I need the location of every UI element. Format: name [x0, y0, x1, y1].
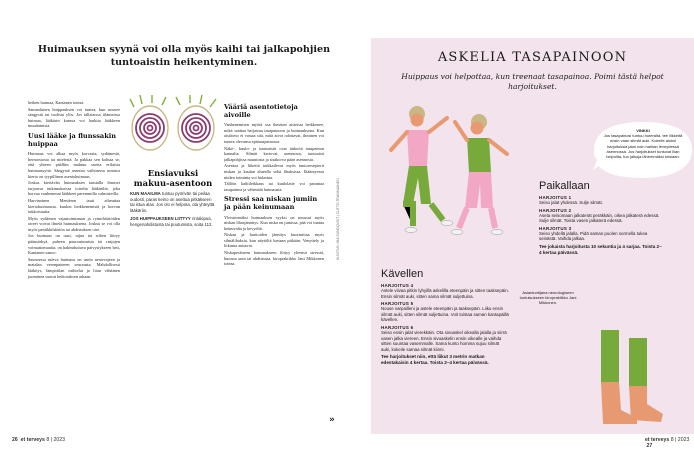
tip-text: Jos tasapainosi tuntuu huteralta, tee liikkeitä ensin vaan silmät auki. Kokeile aluksi harjoituksia jalat noin hartian leveydessä asennossa. Jos harjoitukset tuntuvat liian helpoilta, tuo jalkoja lähemmäksi toisiaan. — [603, 133, 683, 160]
paragraph: Jos huimaus on uusi, rajua tai siihen liittyy päänsärkyä, puheen puuroutumista tai raajojen voimattomuutta, on hakeuduttava päivystykseen heti, Kantanen sanoo. — [28, 233, 120, 256]
exercise-text: Seiso yhdellä jalalla. Pidä saman puolen sormella tukea seinästä. Vaihda jalkaa. — [539, 230, 648, 242]
exercise-label: HARJOITUS 3 — [539, 225, 572, 231]
exercise-label: HARJOITUS 4 — [381, 283, 414, 288]
paragraph: Huimaus voi alkaa myös korvasta, sydämestä, hermostosta tai mielestä. Ja pakkaa sen kohtaa se, että yhteen päälliin mahtuu useita erilaisia huimaussyitä. Sängystä asentoa vaihtaessa tuntuva kierto on tyypillinen asentohuimaus. — [28, 151, 120, 179]
box-text: tuntuu pyörivän tai peilaa oudosti, paras keino on asettua pitkäkseen tai istua alas. Jos olo ei helpota, ota yhteyttä lääkäriin. — [130, 191, 215, 213]
continue-arrow-icon: » — [329, 415, 335, 425]
exercise-tip: Tee harjoitukset niin, että liikut 3 metrin matkan edestakaisin 4 kertaa. Toista 2–4 kertaa päivässä. — [381, 354, 489, 366]
section-heading: Paikallaan — [539, 180, 590, 192]
subheading: Uusi lääke ja flunssakin huippaa — [28, 131, 117, 148]
paragraph: Harvinainen Menièren tauti aiheuttaa kiertohuimausta, kuulon heikkenemistä ja korvan tukkoisuutta. — [28, 197, 120, 215]
page-number: 27 — [646, 443, 653, 449]
issue-number: 8 | 2023 — [670, 437, 690, 443]
article-column-2 — [224, 100, 324, 268]
lead-heading: Huimauksen syynä voi olla myös kaihi tai jalkapohjien tuntoaistin heikentyminen. — [37, 44, 331, 68]
section-kavellen — [381, 268, 509, 366]
exercise-label: HARJOITUS 1 — [539, 195, 572, 200]
expert-note: Asiantuntijana neurologiseen tuntuisukseen kiropraktikko Jani Mikkonen. — [519, 290, 577, 306]
exercise-tip: Tee jokaista harjoitusta 10 sekuntia ja 4 sarjaa. Toista 2–4 kertaa päivässä. — [539, 243, 662, 255]
exercise-label: HARJOITUS 6 — [381, 324, 414, 330]
paragraph: Vanhenemisen myötä osa ihmisen aisteista heikkenee, mikä saattaa heijastua tasapainoon ja huimauksena. Kun aistitieto ei vastaa sitä, mitä aivot odottavat, ihminen voi tuntea olevansa epätasapainossa. — [224, 122, 324, 144]
page-folio-right — [645, 437, 694, 449]
box-title: Ensiavuksi makuu-asentoon — [133, 168, 213, 188]
paragraph: Myös sydämen vajaatoiminnan ja rytmihäiriöiden oireet voivat ilmetä huimauksena. Joskus se voi olla myös paniikkihäiriön tai ahdistuksen oire. — [28, 215, 120, 232]
right-page — [347, 0, 694, 450]
page-subtitle: Huippaus voi helpottaa, kun treenaat tasapainoa. Poimi tästä helpot harjoitukset. — [401, 72, 664, 91]
spiral-eyes-illustration — [128, 95, 218, 161]
paragraph: hetken huimaa, Kantanen toteaa. — [28, 100, 85, 105]
illustration-credit: KUVITUS: MIA SUNDQVIST | CUTTO TRANKAANEN — [336, 178, 340, 260]
paragraph: Saunoessa tuleva huimaus on usein nestevajeen ja matalan verenpaineen seurausta. Mahdollisesti lääkitys, lämpötilan vaihtelut ja liian vähäinen juominen saavat heikotuksen aikaan. — [28, 256, 120, 279]
subheading: Stressi saa niskan jumiin ja pään keinumaan — [224, 195, 318, 211]
box-paragraph — [130, 191, 216, 213]
section-heading: Kävellen — [381, 268, 424, 280]
feet-illustration — [585, 330, 665, 425]
first-aid-box — [130, 168, 216, 228]
magazine-brand: et terveys — [645, 437, 670, 443]
box-paragraph — [130, 216, 216, 227]
paragraph: Niskan ja hartioiden jännitys kuormittaa myös silmälihaksia, kun näytöltä luetaan pitkään. Venyttely ja liikunta auttavat. — [224, 232, 324, 249]
page-folio-left — [12, 437, 65, 443]
exercise-text: Seiso ensin jalat vierekkäin. Ota sivuaskel oikealla jalalla ja siirrä vasen jalka viereen. Ensin sivuaskelin ensin oikealle ja vaihda sitten suuntaa vasemmalle. Sama kunto homma sujuu silmät auki, kokeile samaa silmät kiinni. — [381, 329, 507, 352]
subheading: Vääriä asentotietoja aivoille — [224, 103, 298, 119]
page-number: 26 — [12, 437, 18, 443]
exercising-women-illustration — [373, 92, 513, 242]
tip-note — [601, 128, 685, 159]
exercise-text: Aseta seisomaan jalkaterät peräkkäin, oikea jalkaterä edessä. Sulje silmät. Toista vasen jalkaterä edessä. — [539, 212, 660, 224]
section-paikallaan — [539, 180, 663, 256]
box-text: rintakipua, hengenahdistusta tai puutumista, soita 112. — [130, 216, 213, 227]
magazine-brand: et terveys — [20, 437, 45, 443]
exercise-text: Astele viivaa pitkin lyhyillä askelilla eteenpäin ja sitten taaksepäin. Ensin silmät auki, sitten sama silmät suljettuina. — [381, 288, 509, 299]
exercise-text: Seiso jalat yhdessä. Sulje silmät. — [539, 200, 603, 205]
paragraph: Niskaperäiseen huimaukseen liittyy yleensä stressiä, huonoa unta tai ahdistusta, kiropraktikko Jani Mikkonen toteaa. — [224, 250, 324, 267]
paragraph: Tällöin kaihileikkaus tai kuulolaite voi parantaa tasapainoa ja vähentää huimausta. — [224, 181, 324, 192]
box-lead: KUN MAAILMA — [130, 191, 161, 196]
paragraph: Samanlaisen huippauksen voi tuntea, kun nousee sängystä tai tuolista ylös. Jos tällaisissa tilanteissa huimaa, lääkärin kanssa voi harkita lääkkeen muuttamista. — [28, 106, 120, 129]
paragraph: Yleisimmäksi huimauksen syyksi on noussut myös niskan lihasjännitys. Kun niska on jumissa, pää voi tuntua keinuvalta ja kevyeltä. — [224, 214, 324, 231]
issue-number: 8 | 2023 — [46, 437, 66, 443]
article-column-1 — [28, 100, 120, 280]
page-title: ASKELIA TASAPAINOON — [437, 50, 628, 65]
box-lead: JOS HUIPPAUKSEEN LIITTYY — [130, 216, 191, 222]
paragraph: Joskus kiertävän huimauksen taustalla ihmiset tarjoavat tutkimuksessa toiselta lääkäriltä, joka korvaa vanhemmat lääkkeet paremmilla valmisteilla. — [28, 180, 120, 197]
exercise-text: Nouse varpailleni ja astele eteenpäin ja taaksepäin. Liiku ensin silmät auki, sitten silmät suljettuina. Voit toistaa saman kantapäillä kävellen. — [381, 306, 509, 323]
paragraph: Asentoa ja liikettä tarkkailevat myös tuntoreseptorit niskan ja kaulan alueella sekä lihaksissa. Ikääntyessä niiden toiminta voi hidastua. — [224, 163, 324, 180]
paragraph: Näkö-, kuulo- ja tuntoaistit ovat tärkeitä tasapainon kannalta. Silmät kertovat asennosta, tuntoaisti jalkapohjissa maastosta ja sisäkorva pään asennosta. — [224, 145, 324, 162]
exercise-label: HARJOITUS 2 — [539, 207, 572, 213]
tip-label: VINKKI — [636, 128, 650, 133]
exercise-label: HARJOITUS 5 — [381, 301, 414, 307]
